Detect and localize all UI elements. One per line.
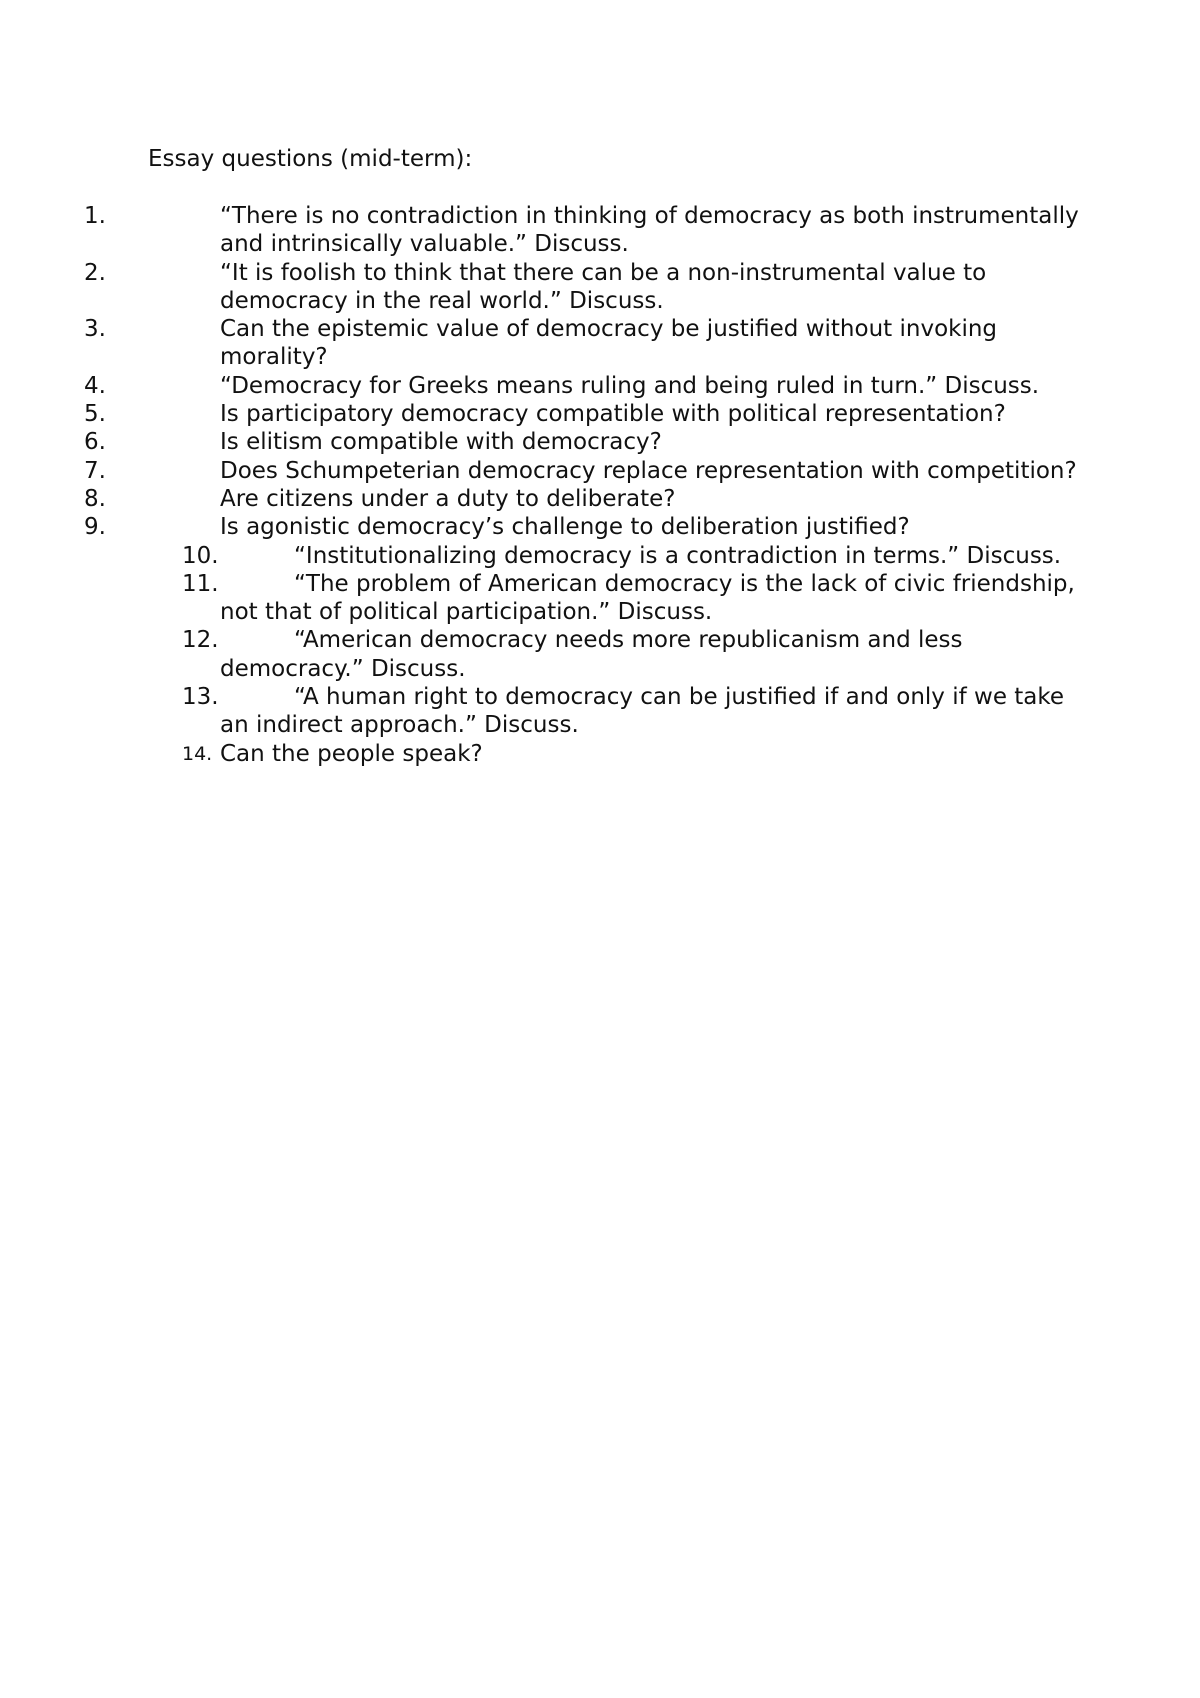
list-item bbox=[0, 683, 1100, 740]
question-text: Can the epistemic value of democracy be justified without invoking morality? bbox=[220, 316, 998, 371]
list-item bbox=[0, 626, 1100, 683]
list-item bbox=[0, 513, 1100, 541]
question-number: 6. bbox=[84, 429, 106, 456]
list-item bbox=[0, 315, 1100, 372]
question-text: Is participatory democracy compatible with political representation? bbox=[220, 401, 1006, 428]
list-item bbox=[0, 202, 1100, 259]
list-item bbox=[0, 740, 1100, 768]
question-number: 7. bbox=[84, 457, 106, 484]
question-text: “Institutionalizing democracy is a contradiction in terms.” Discuss. bbox=[294, 542, 1062, 569]
question-number: 11. bbox=[182, 570, 219, 597]
list-item bbox=[0, 372, 1100, 400]
question-text: “It is foolish to think that there can be a non-instrumental value to democracy in the real world.” Discuss. bbox=[220, 259, 987, 314]
question-number: 1. bbox=[84, 203, 106, 229]
list-item bbox=[0, 400, 1100, 428]
page-title: Essay questions (mid-term): bbox=[148, 146, 473, 172]
list-item bbox=[0, 428, 1100, 456]
list-item bbox=[0, 259, 1100, 316]
question-number: 14. bbox=[182, 742, 213, 765]
list-item bbox=[0, 542, 1100, 570]
question-text: “A human right to democracy can be justified if and only if we take an indirect approach.” Discuss. bbox=[220, 684, 1065, 739]
question-text: Are citizens under a duty to deliberate? bbox=[220, 485, 676, 512]
question-text: Is agonistic democracy’s challenge to deliberation justified? bbox=[220, 514, 910, 541]
question-number: 10. bbox=[182, 542, 219, 569]
question-text: “There is no contradiction in thinking of democracy as both instrumentally and intrinsically valuable.” Discuss. bbox=[220, 203, 1079, 258]
question-list bbox=[0, 202, 1200, 768]
question-number: 5. bbox=[84, 401, 106, 428]
question-text: Is elitism compatible with democracy? bbox=[220, 429, 662, 456]
question-text: “American democracy needs more republicanism and less democracy.” Discuss. bbox=[220, 627, 963, 682]
question-text: Can the people speak? bbox=[220, 740, 483, 767]
question-number: 9. bbox=[84, 514, 106, 541]
question-text: “The problem of American democracy is the lack of civic friendship, not that of political participation.” Discuss. bbox=[220, 570, 1075, 626]
list-item bbox=[0, 485, 1100, 513]
list-item bbox=[0, 457, 1100, 485]
question-text: Does Schumpeterian democracy replace representation with competition? bbox=[220, 457, 1077, 484]
question-number: 13. bbox=[182, 684, 219, 711]
question-number: 12. bbox=[182, 627, 219, 654]
question-number: 3. bbox=[84, 316, 106, 343]
question-number: 4. bbox=[84, 372, 106, 399]
question-number: 8. bbox=[84, 485, 106, 512]
question-text: “Democracy for Greeks means ruling and being ruled in turn.” Discuss. bbox=[220, 372, 1040, 399]
question-number: 2. bbox=[84, 259, 106, 286]
list-item bbox=[0, 570, 1100, 627]
